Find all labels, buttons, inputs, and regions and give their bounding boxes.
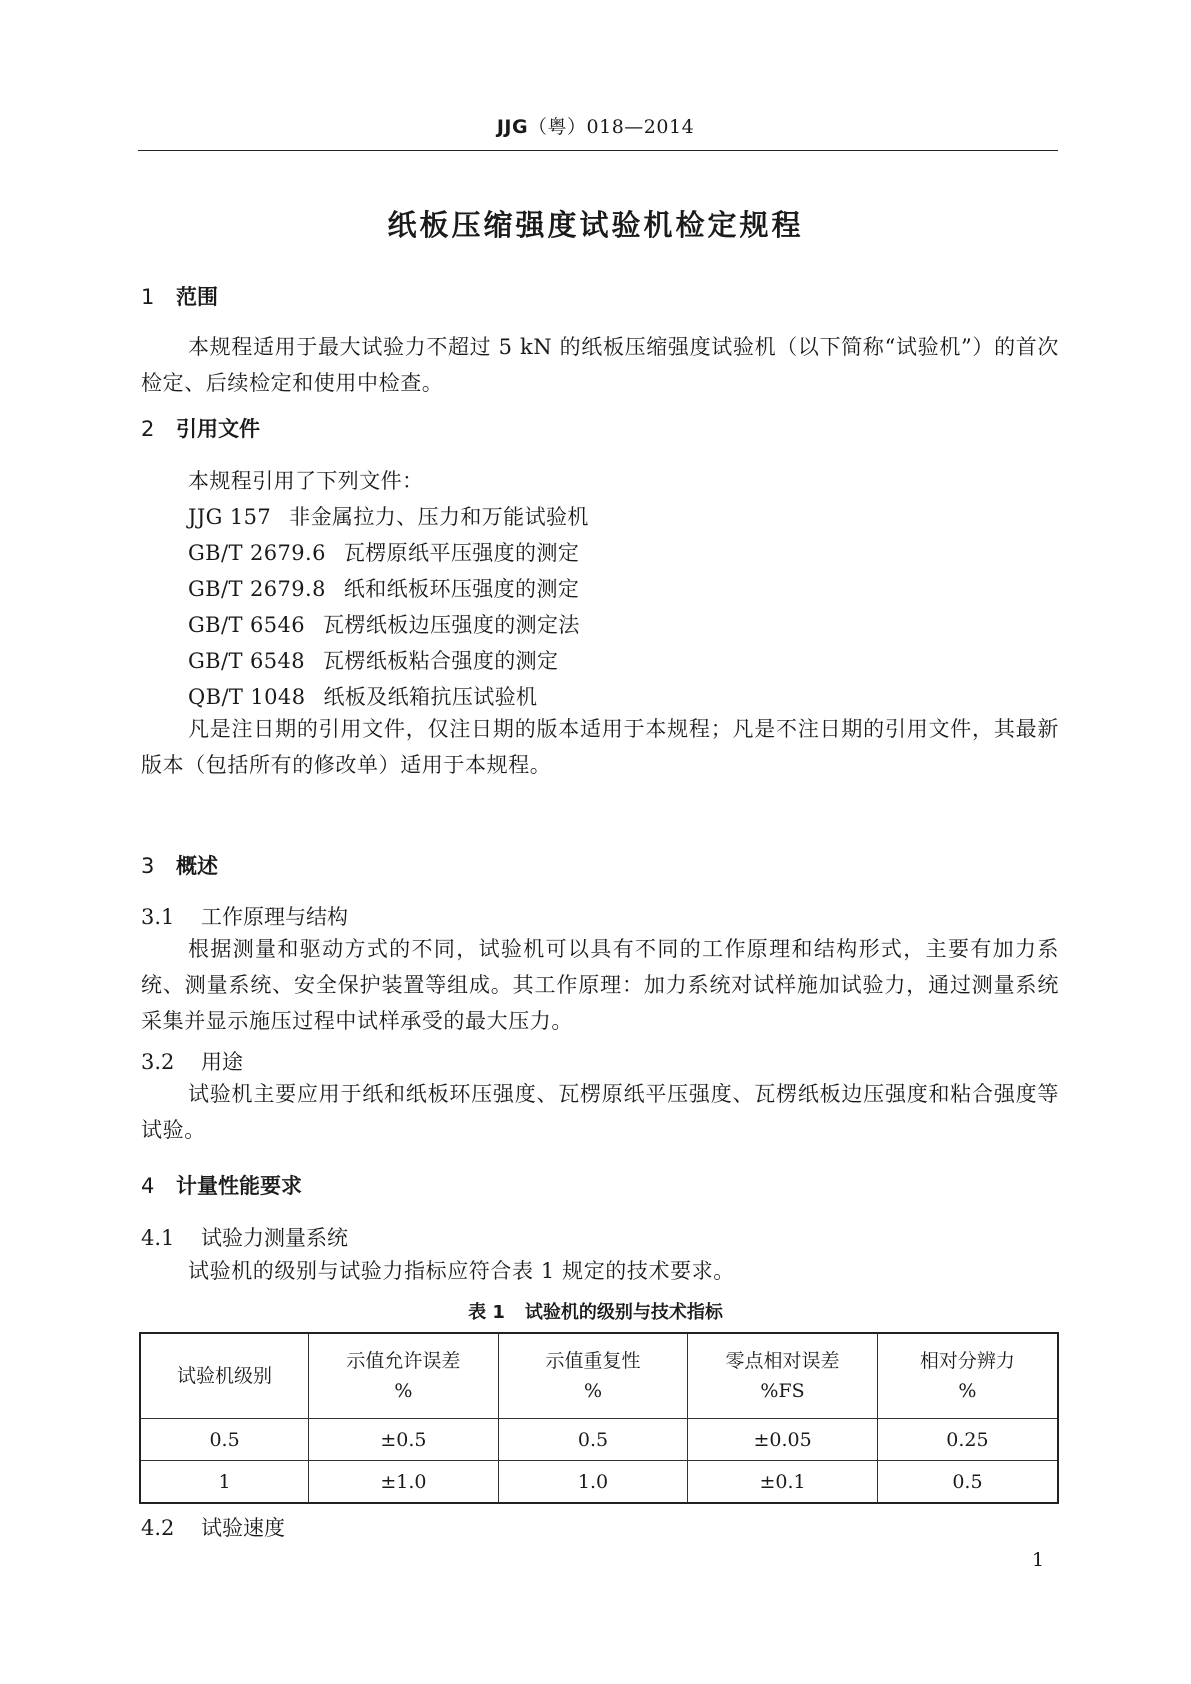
header-cell: [688, 1333, 878, 1419]
reference-title: 纸板及纸箱抗压试验机: [323, 685, 538, 709]
header-label: 零点相对误差: [725, 1350, 840, 1372]
table-cell: 1.0: [498, 1461, 688, 1504]
subsection-3-2-heading: [141, 1046, 243, 1076]
section-number: 1: [141, 285, 155, 309]
reference-code: GB/T 6548: [188, 649, 306, 673]
header-label: 相对分辨力: [919, 1350, 1015, 1372]
table-cell: 0.5: [140, 1419, 309, 1461]
section-number: 4: [141, 1174, 155, 1198]
header-code-rest: （粤）018—2014: [528, 116, 695, 138]
reference-code: GB/T 2679.6: [188, 541, 326, 565]
subsection-3-2-paragraph: 试验机主要应用于纸和纸板环压强度、瓦楞原纸平压强度、瓦楞纸板边压强度和粘合强度等试验。: [141, 1082, 1059, 1142]
header-cell: [498, 1333, 688, 1419]
section-3-heading: [141, 850, 218, 880]
table-cell: ±0.1: [688, 1461, 878, 1504]
section-number: 2: [141, 417, 155, 441]
section-title: 范围: [176, 285, 218, 309]
header-label: 示值重复性: [545, 1350, 641, 1372]
section-2-heading: [141, 413, 260, 443]
subsection-number: 3.2: [141, 1050, 175, 1074]
reference-item: [188, 537, 579, 567]
subsection-title: 用途: [201, 1050, 243, 1074]
subsection-number: 4.1: [141, 1226, 175, 1250]
reference-code: GB/T 6546: [188, 613, 306, 637]
header-cell: [140, 1333, 309, 1419]
reference-title: 瓦楞纸板粘合强度的测定: [323, 649, 559, 673]
reference-item: [188, 681, 537, 711]
reference-item: [188, 573, 579, 603]
table-cell: ±0.05: [688, 1419, 878, 1461]
page-number: 1: [1032, 1549, 1045, 1571]
subsection-4-2-heading: [141, 1512, 285, 1542]
subsection-title: 工作原理与结构: [201, 905, 348, 929]
header-cell: [877, 1333, 1058, 1419]
section-title: 计量性能要求: [176, 1174, 302, 1198]
subsection-3-1-heading: [141, 901, 348, 931]
subsection-4-1-paragraph: 试验机的级别与试验力指标应符合表 1 规定的技术要求。: [188, 1259, 735, 1283]
reference-title: 瓦楞纸板边压强度的测定法: [323, 613, 580, 637]
subsection-number: 4.2: [141, 1516, 175, 1540]
table-caption-number: 表 1: [468, 1302, 505, 1323]
header-label: 示值允许误差: [346, 1350, 461, 1372]
section-number: 3: [141, 854, 155, 878]
reference-item: [188, 501, 589, 531]
section-title: 引用文件: [176, 417, 260, 441]
reference-title: 瓦楞原纸平压强度的测定: [343, 541, 580, 565]
subsection-4-1-heading: [141, 1222, 348, 1252]
reference-code: QB/T 1048: [188, 685, 306, 709]
table-cell: ±1.0: [309, 1461, 499, 1504]
header-unit: %: [958, 1380, 977, 1402]
table-caption: [0, 1298, 1191, 1324]
header-unit: %: [583, 1380, 602, 1402]
reference-code: JJG 157: [188, 505, 272, 529]
header-code-prefix: JJG: [496, 116, 529, 138]
section-1-heading: [141, 281, 218, 311]
header-unit: %: [394, 1380, 413, 1402]
table-cell: 1: [140, 1461, 309, 1504]
reference-item: [188, 609, 580, 639]
header-rule: [138, 150, 1058, 151]
table-cell: 0.5: [877, 1461, 1058, 1504]
table-cell: 0.25: [877, 1419, 1058, 1461]
running-header: [0, 112, 1191, 139]
table-header-row: [140, 1333, 1058, 1419]
header-label: 试验机级别: [177, 1365, 273, 1387]
section-title: 概述: [176, 854, 218, 878]
table-row: [140, 1419, 1058, 1461]
page-title: 纸板压缩强度试验机检定规程: [387, 208, 804, 242]
header-cell: [309, 1333, 499, 1419]
table-row: [140, 1461, 1058, 1504]
references-intro: 本规程引用了下列文件：: [188, 469, 424, 493]
reference-code: GB/T 2679.8: [188, 577, 326, 601]
subsection-number: 3.1: [141, 905, 175, 929]
references-note: 凡是注日期的引用文件，仅注日期的版本适用于本规程；凡是不注日期的引用文件，其最新版本（包括所有的修改单）适用于本规程。: [141, 717, 1059, 777]
reference-title: 非金属拉力、压力和万能试验机: [289, 505, 589, 529]
spec-table: [139, 1332, 1059, 1504]
subsection-title: 试验力测量系统: [201, 1226, 348, 1250]
reference-title: 纸和纸板环压强度的测定: [343, 577, 580, 601]
subsection-title: 试验速度: [201, 1516, 285, 1540]
section-4-heading: [141, 1170, 302, 1200]
section-1-paragraph: 本规程适用于最大试验力不超过 5 kN 的纸板压缩强度试验机（以下简称“试验机”）的首次检定、后续检定和使用中检查。: [141, 335, 1059, 395]
subsection-3-1-paragraph: 根据测量和驱动方式的不同，试验机可以具有不同的工作原理和结构形式，主要有加力系统、测量系统、安全保护装置等组成。其工作原理：加力系统对试样施加试验力，通过测量系统采集并显示施压过程中试样承受的最大压力。: [141, 937, 1059, 1033]
reference-item: [188, 645, 558, 675]
table-cell: 0.5: [498, 1419, 688, 1461]
table-cell: ±0.5: [309, 1419, 499, 1461]
table-caption-title: 试验机的级别与技术指标: [524, 1302, 723, 1323]
header-unit: %FS: [760, 1380, 805, 1402]
